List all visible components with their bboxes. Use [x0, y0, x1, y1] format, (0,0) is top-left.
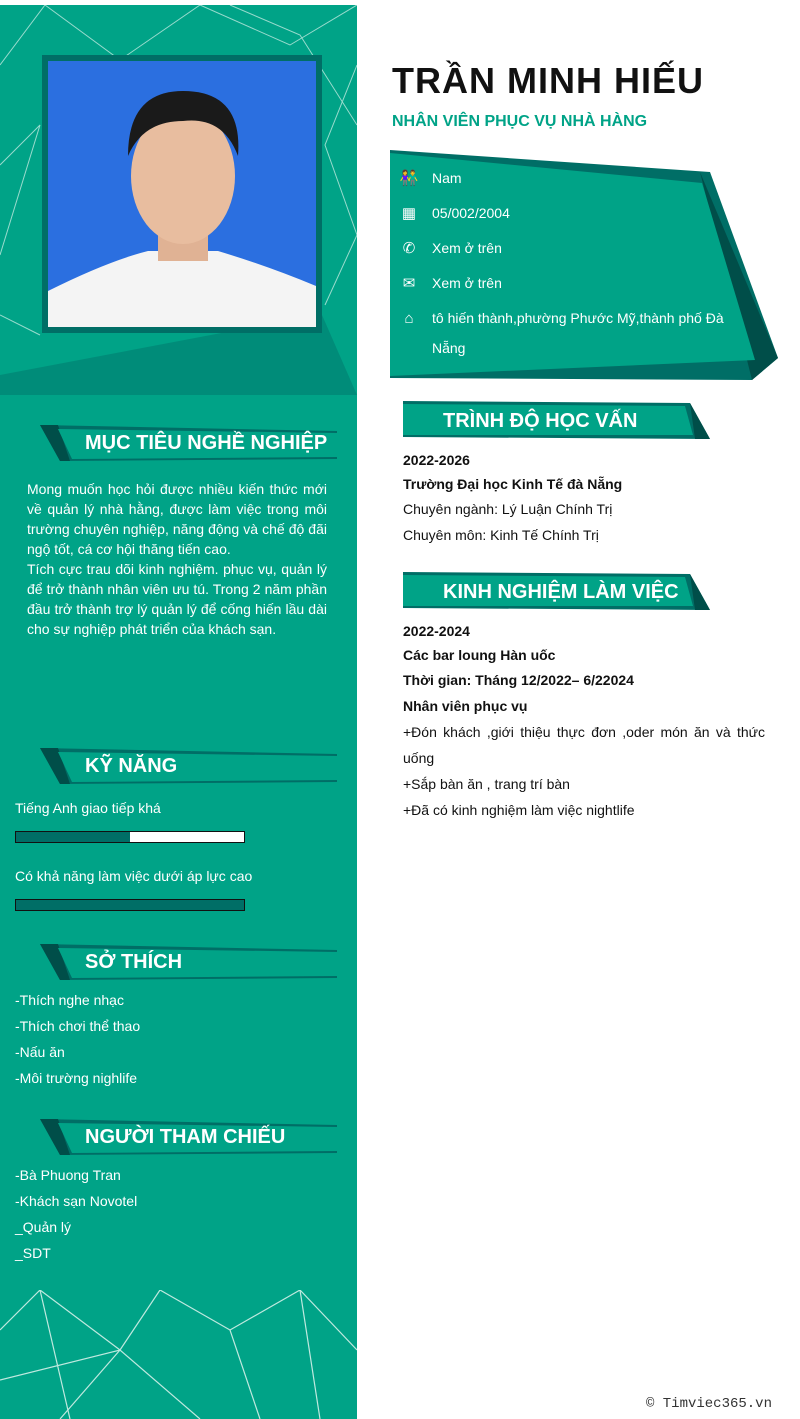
experience-company: Các bar loung Hàn uốc	[403, 647, 556, 663]
decorative-lines-bottom	[0, 1290, 357, 1419]
section-title: KINH NGHIỆM LÀM VIỆC	[443, 580, 679, 603]
objective-text	[27, 479, 327, 639]
skill-label: Tiếng Anh giao tiếp khá	[15, 800, 161, 816]
mail-icon: ✉	[402, 275, 416, 292]
footer-watermark: © Timviec365.vn	[645, 1396, 772, 1412]
section-title: TRÌNH ĐỘ HỌC VẤN	[443, 409, 638, 432]
hobby-item: -Thích chơi thể thao	[15, 1018, 141, 1034]
skill-label: Có khả năng làm việc dưới áp lực cao	[15, 868, 253, 884]
education-period: 2022-2026	[403, 452, 470, 468]
experience-time: Thời gian: Tháng 12/2022– 6/22024	[403, 672, 634, 688]
reference-item: _SDT	[15, 1245, 51, 1261]
section-header-education	[403, 401, 710, 441]
reference-item: -Khách sạn Novotel	[15, 1193, 138, 1209]
section-header-skills	[40, 746, 337, 786]
education-specialty: Chuyên môn: Kinh Tế Chính Trị	[403, 527, 599, 543]
section-header-experience	[403, 572, 710, 612]
candidate-name: TRẦN MINH HIẾU	[392, 60, 704, 101]
skill-bar-fill	[16, 900, 244, 910]
info-phone	[398, 237, 502, 259]
job-title: NHÂN VIÊN PHỤC VỤ NHÀ HÀNG	[392, 113, 648, 130]
experience-period: 2022-2024	[403, 623, 470, 639]
profile-photo	[48, 61, 316, 327]
info-text: Xem ở trên	[432, 240, 502, 256]
profile-photo-frame	[42, 55, 322, 333]
info-text: Xem ở trên	[432, 275, 502, 291]
section-title: KỸ NĂNG	[85, 754, 178, 777]
reference-item: _Quản lý	[15, 1219, 72, 1235]
experience-position: Nhân viên phục vụ	[403, 698, 528, 714]
task-item: +Đón khách ,giới thiệu thực đơn ,oder món ăn và thức uống	[403, 724, 765, 766]
skill-bar	[15, 899, 245, 911]
info-text: tô hiến thành,phường Phước Mỹ,thành phố Đà Nẵng	[432, 310, 724, 356]
hobby-item: -Nấu ăn	[15, 1044, 65, 1060]
info-gender	[398, 167, 462, 189]
phone-icon: ✆	[402, 240, 416, 257]
info-text: Nam	[432, 170, 462, 186]
info-address	[398, 307, 732, 363]
section-title: SỞ THÍCH	[85, 950, 183, 973]
info-birthdate	[398, 202, 510, 224]
skill-bar	[15, 831, 245, 843]
experience-tasks	[403, 719, 765, 823]
calendar-icon: ▦	[401, 205, 417, 222]
education-school: Trường Đại học Kinh Tế đà Nẵng	[403, 476, 623, 492]
hobby-item: -Thích nghe nhạc	[15, 992, 124, 1008]
hobby-item: -Môi trường nighlife	[15, 1070, 138, 1086]
info-text: 05/002/2004	[432, 205, 510, 221]
hobbies-list	[15, 987, 140, 1091]
task-item: +Đã có kinh nghiệm làm việc nightlife	[403, 802, 635, 818]
task-item: +Sắp bàn ăn , trang trí bàn	[403, 776, 570, 792]
section-title: NGƯỜI THAM CHIẾU	[85, 1125, 286, 1148]
section-header-objective	[40, 423, 337, 463]
reference-item: -Bà Phuong Tran	[15, 1167, 121, 1183]
skill-bar-fill	[16, 832, 130, 842]
education-major: Chuyên ngành: Lý Luận Chính Trị	[403, 501, 613, 517]
home-icon: ⌂	[404, 309, 414, 327]
objective-paragraph: Mong muốn học hỏi được nhiều kiến thức mới về quản lý nhà hằng, được làm việc trong môi trường chuyên nghiệp, năng động và chế độ đãi ngộ tốt, cá cơ hội thăng tiến cao.	[27, 481, 327, 557]
references-list	[15, 1162, 137, 1266]
info-email	[398, 272, 502, 294]
section-title: MỤC TIÊU NGHỀ NGHIỆP	[85, 431, 328, 454]
gender-icon: 👫	[399, 170, 419, 187]
section-header-hobbies	[40, 942, 337, 982]
section-header-references	[40, 1117, 337, 1157]
objective-paragraph: Tích cực trau dõi kinh nghiệm. phục vụ, quản lý để trở thành nhân viên ưu tú. Trong 2 năm phần đầu trở thành trợ lý quản lý để cống hiến lầu dài cho sự nghiệp phát triển của khách sạn.	[27, 561, 327, 637]
